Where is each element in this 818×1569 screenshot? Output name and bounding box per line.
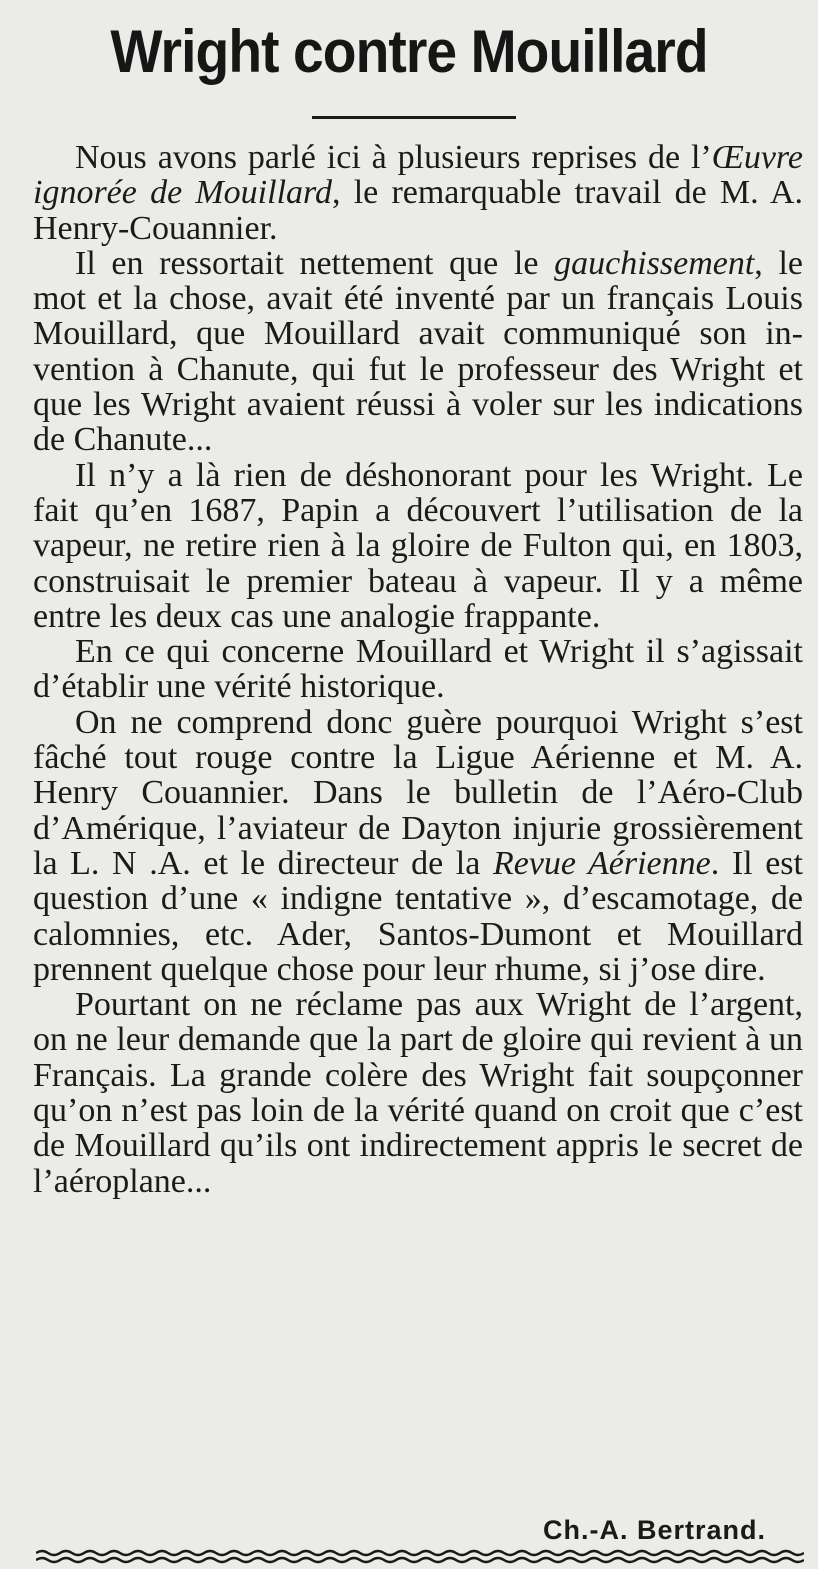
- article-title: Wright contre Mouillard: [110, 18, 708, 85]
- revue-aerienne-emphasis: Revue Aérienne: [492, 844, 711, 882]
- paragraph-2-text-b: , le mot et la chose, avait été inventé par un français Louis Mouillard, que Mouillard avait communiqué son invention à Chanute, qui fut le professeur des Wright et que les Wright avaient réussi à voler sur les indications de Chanute...: [33, 244, 803, 459]
- wavy-end-rule: [36, 1548, 804, 1564]
- paragraph-2: [33, 246, 803, 458]
- paragraph-1-text-b: , le remarquable travail de M. A. Henry-Couannier.: [33, 174, 803, 247]
- paragraph-2-text-a: Il en ressortait nettement que le: [75, 244, 555, 282]
- paragraph-4: En ce qui concerne Mouillard et Wright il s’agissait d’établir une vérité historique.: [33, 633, 803, 706]
- title-divider: [312, 116, 516, 119]
- paragraph-1-text-a: Nous avons parlé ici à plusieurs reprises de l’: [75, 139, 712, 176]
- author-signature: Ch.-A. Bertrand.: [542, 1515, 766, 1545]
- paragraph-5-text-b: . Il est question d’une « indigne tentative », d’escamotage, de calomnies, etc. Ader, Santos-Dumont et Mouillard prennent quelque chose pour leur rhume, si j’ose dire.: [33, 844, 803, 988]
- book-title-emphasis: Œuvre ignorée de Mouillard: [33, 139, 803, 212]
- paragraph-5: [33, 705, 803, 987]
- paragraph-3: Il n’y a là rien de déshonorant pour les Wright. Le fait qu’en 1687, Papin a découvert l’utilisation de la vapeur, ne retire rien à la gloire de Fulton qui, en 1803, construisait le premier bateau à vapeur. Il y a même entre les deux cas une analogie frappante.: [33, 456, 803, 635]
- paragraph-6: Pourtant on ne réclame pas aux Wright de l’argent, on ne leur demande que la part de gloire qui revient à un Français. La grande colère des Wright fait soupçonner qu’on n’est pas loin de la vérité quand on croit que c’est de Mouillard qu’ils ont indirectement appris le secret de l’aéroplane...: [33, 986, 803, 1200]
- gauchissement-emphasis: gauchissement: [554, 244, 755, 282]
- paragraph-1: [33, 140, 803, 246]
- paragraph-5-text-a: On ne comprend donc guère pourquoi Wright s’est fâché tout rouge contre la Ligue Aérienne et M. A. Henry Couannier. Dans le bulletin de l’Aéro-Club d’Amérique, l’aviateur de Dayton injurie grossièrement la L. N .A. et le directeur de la: [33, 703, 803, 882]
- article-body: [33, 140, 803, 1199]
